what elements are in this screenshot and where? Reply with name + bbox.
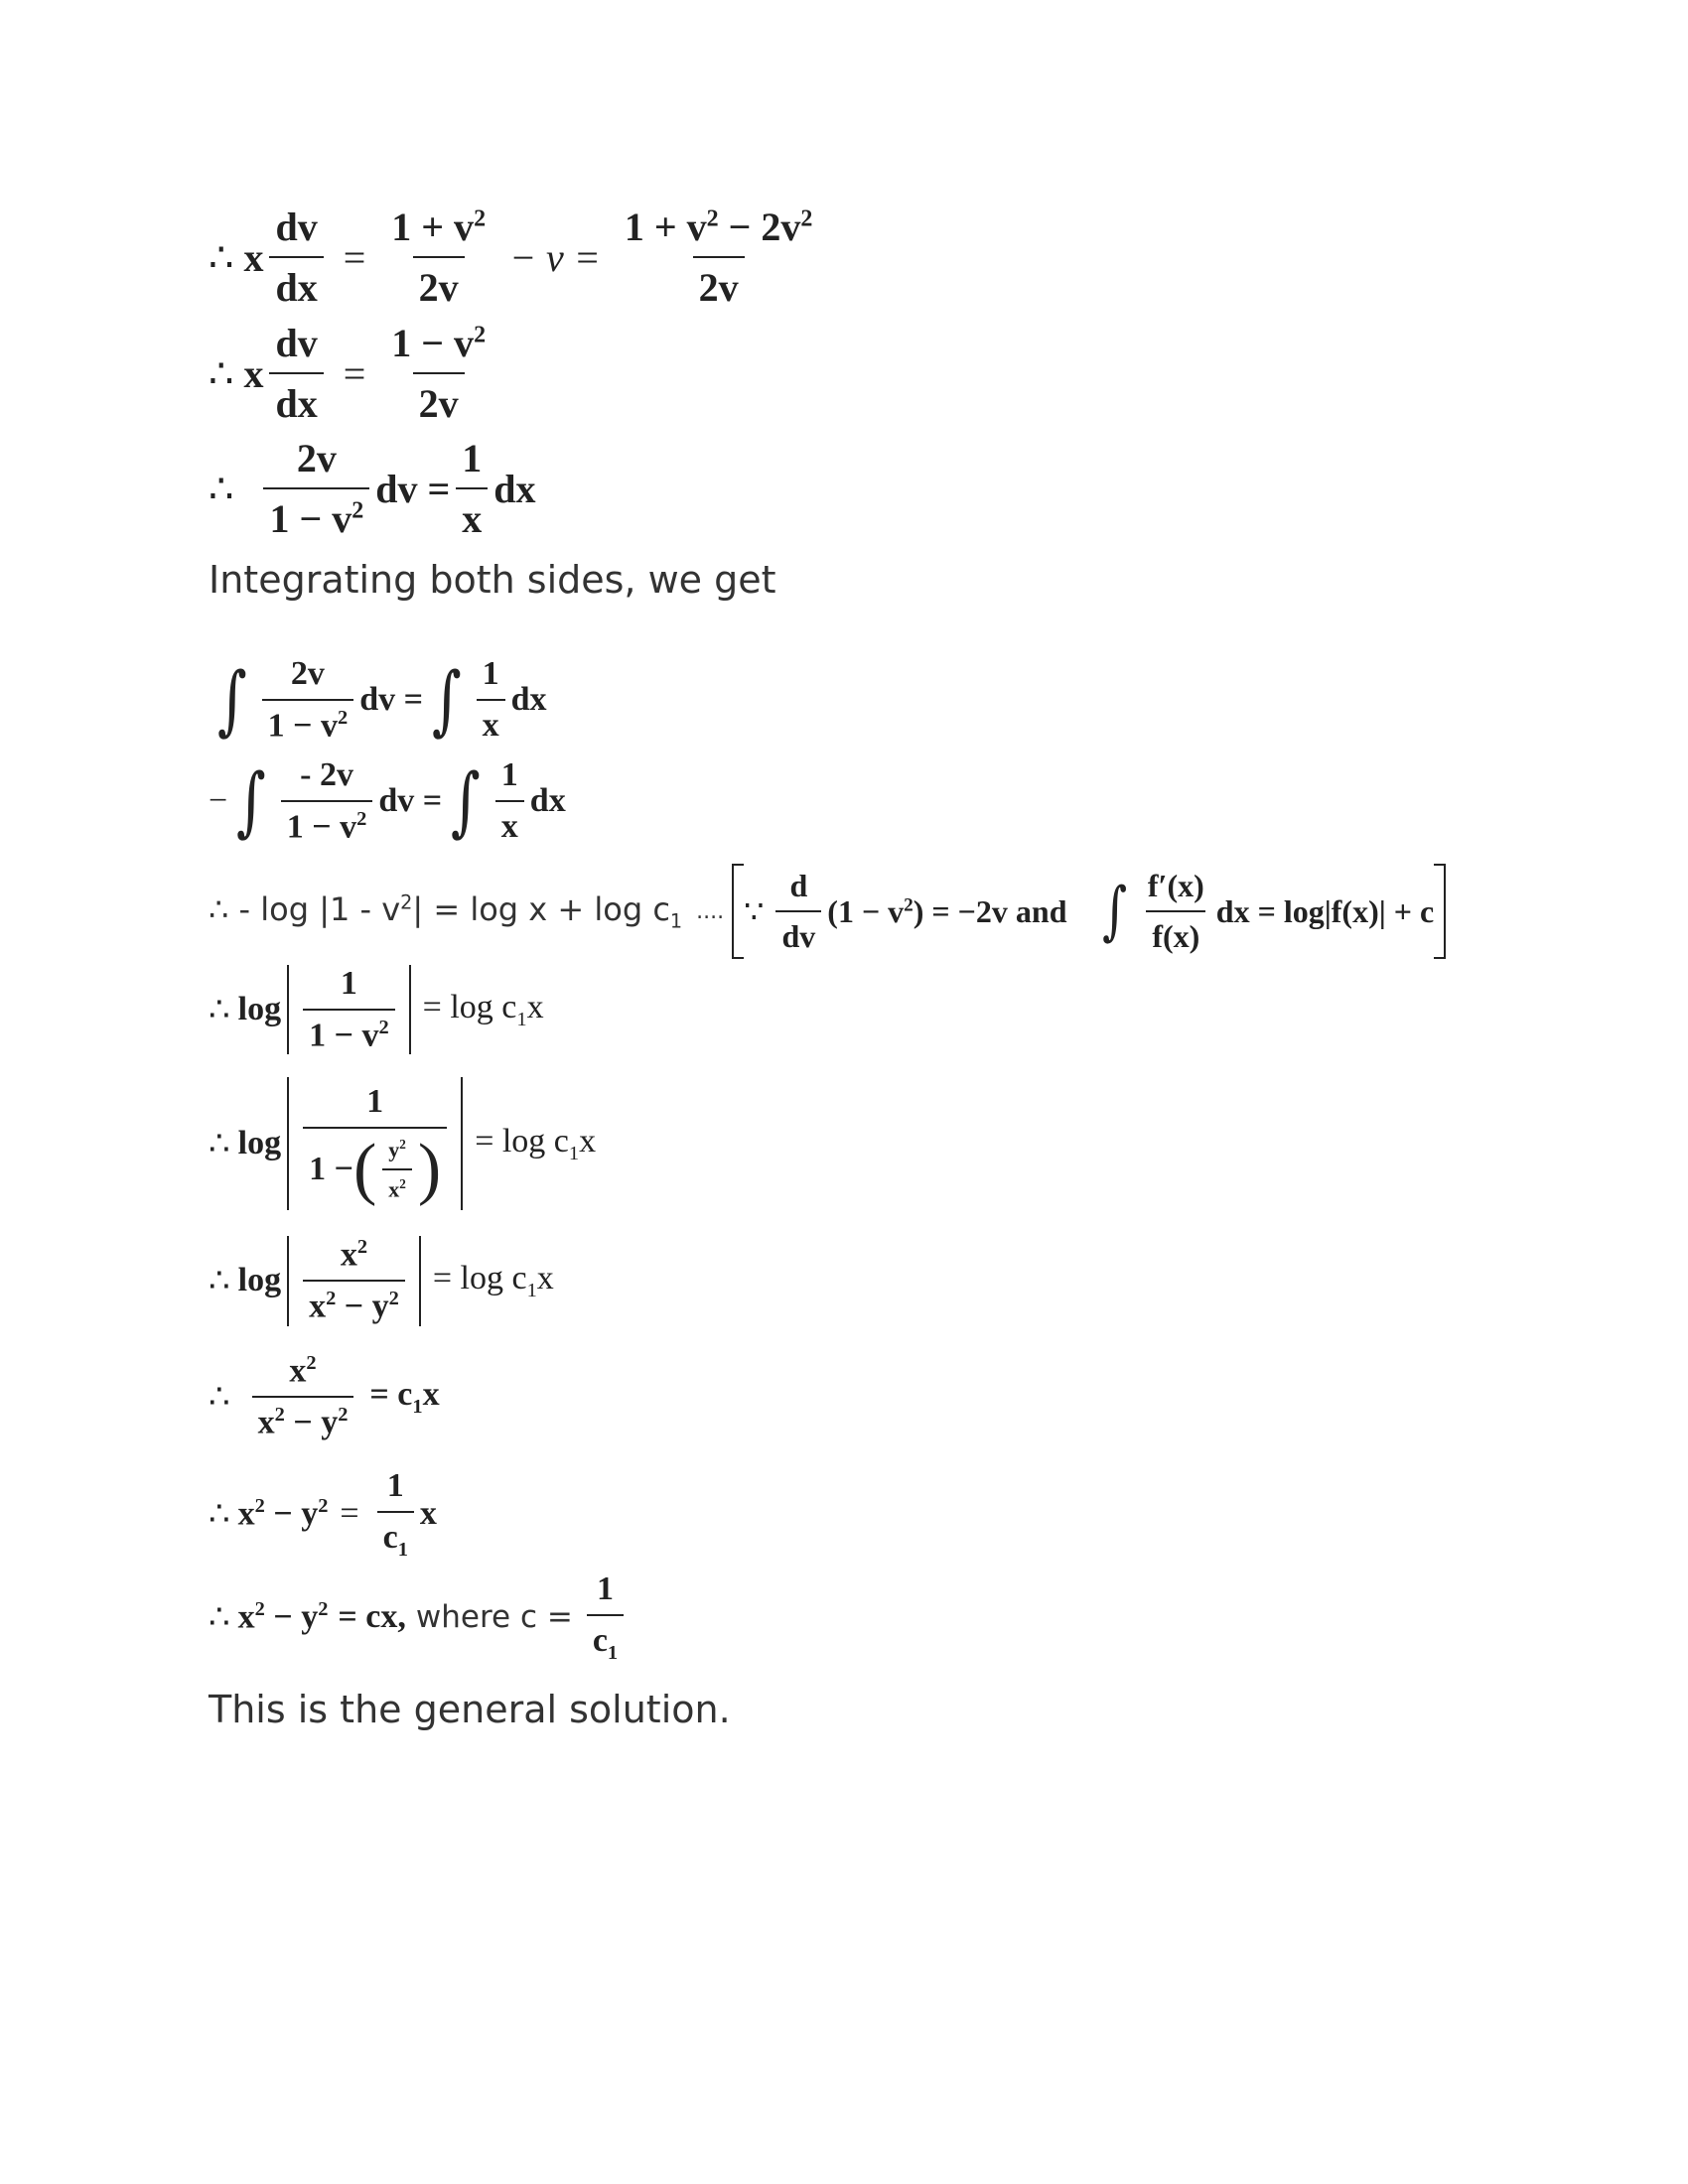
equation-line-4: ∫ $\frac{2v}{1 - v^2}$ dv = ∫ $\frac{1}{x}$ dx <box>216 655 547 745</box>
equation-line-3: ∴ $\frac{2v}{1 - v^2}$ dv = $\frac{1}{x}$ dx <box>209 436 536 541</box>
therefore-symbol: ∴ <box>209 234 234 280</box>
equation-line-1: ∴ x $\frac{dv}{dx}$ = $\frac{1 + v^2}{2v}$ − v = $\frac{1 + v^2 - 2v^2}{2v}$ <box>209 204 824 311</box>
equation-line-6: ∴ - $\log |1 - v^2| = \log x + \log c_1$ .... ∵ $\frac{d}{dv}$ $(1 - v^2) = -2v$ and ∫ $\frac{f'(x)}{f(x)}$ dx = log|f(x)| + c <box>209 864 1446 959</box>
equation-line-11: ∴ $x^2 - y^2$ = $\frac{1}{c_1}$ x <box>209 1467 437 1561</box>
equation-line-7: ∴ log $\frac{1}{1 - v^2}$ = $\log c_1x$ <box>209 965 544 1054</box>
equation-line-9: ∴ log $\frac{x^2}{x^2 - y^2}$ = $\log c_1x$ <box>209 1236 554 1325</box>
equation-line-10: ∴ $\frac{x^2}{x^2 - y^2}$ = $c_1x$ <box>209 1352 440 1441</box>
reason-bracket: ∵ $\frac{d}{dv}$ $(1 - v^2) = -2v$ and ∫ $\frac{f'(x)}{f(x)}$ dx = log|f(x)| + c <box>732 864 1446 959</box>
equation-line-12: ∴ $x^2 - y^2$ = cx, where c = $\frac{1}{c_1}$ <box>209 1570 630 1665</box>
fraction-combined: $\frac{1 + v^2 - 2v^2}{2v}$ <box>624 205 813 310</box>
fraction-1-plus-v2: $\frac{1 + v^2}{2v}$ <box>391 205 487 310</box>
equation-line-8: ∴ log 1 1 − ( $\frac{y^2}{x^2}$ ) = $\log c_1x$ <box>209 1077 596 1210</box>
absolute-value: $\frac{1}{1 - v^2}$ <box>287 965 411 1054</box>
integral-symbol: ∫ <box>216 655 247 745</box>
fraction-dv-dx: $\frac{dv}{dx}$ <box>269 204 323 311</box>
equation-line-5: − ∫ $\frac{- 2v}{1 - v^2}$ dv = ∫ $\frac{1}{x}$ dx <box>209 756 566 846</box>
equation-line-2: ∴ x $\frac{dv}{dx}$ = $\frac{1 - v^2}{2v}$ <box>209 321 487 426</box>
integrating-text: Integrating both sides, we get <box>209 558 776 602</box>
general-solution-text: This is the general solution. <box>209 1688 731 1731</box>
